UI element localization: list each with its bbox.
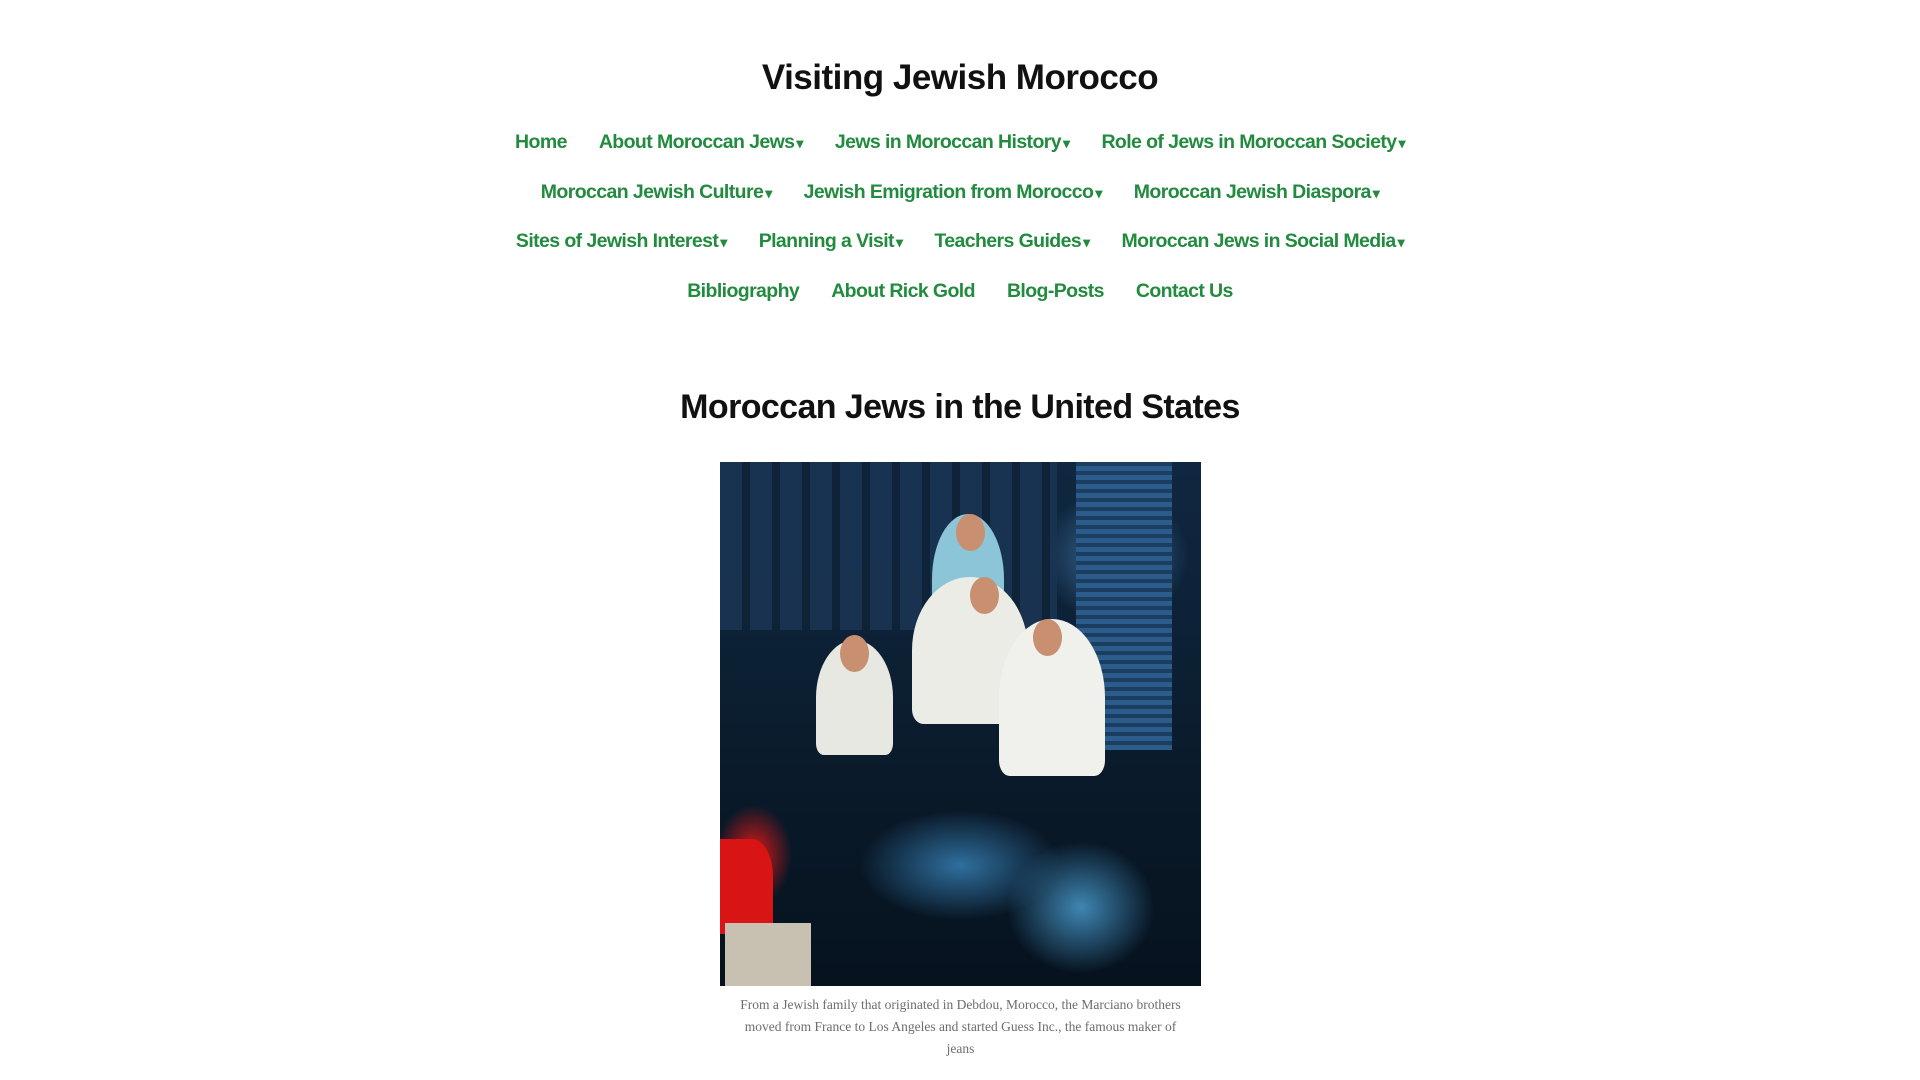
nav-item-social-media[interactable] — [1122, 230, 1405, 253]
nav-item-role-of-jews[interactable] — [1101, 131, 1405, 154]
nav-item-about-rick-gold[interactable] — [831, 280, 975, 303]
photo-face — [956, 514, 985, 551]
nav-item-label: Role of Jews in Moroccan Society — [1101, 131, 1397, 154]
nav-item-moroccan-jewish-culture[interactable] — [541, 181, 772, 204]
nav-item-label: Moroccan Jewish Culture — [540, 180, 764, 203]
nav-item-about-moroccan-jews[interactable] — [599, 131, 803, 154]
nav-item-label: About Moroccan Jews — [598, 131, 795, 154]
nav-item-bibliography[interactable] — [687, 280, 799, 303]
nav-item-label: Planning a Visit — [758, 230, 894, 253]
nav-item-label: Contact Us — [1135, 279, 1233, 302]
nav-item-jews-in-moroccan-history[interactable] — [835, 131, 1070, 154]
nav-item-label: Jews in Moroccan History — [834, 131, 1061, 154]
dropdown-caret-icon: ▾ — [1083, 234, 1090, 251]
dropdown-caret-icon: ▾ — [1372, 184, 1380, 201]
nav-item-teachers-guides[interactable] — [934, 230, 1089, 253]
nav-item-moroccan-jewish-diaspora[interactable] — [1134, 181, 1379, 204]
nav-item-blog-posts[interactable] — [1007, 280, 1104, 303]
nav-row-4 — [0, 267, 1920, 317]
nav-item-sites-of-jewish-interest[interactable] — [516, 230, 727, 253]
nav-item-jewish-emigration[interactable] — [804, 181, 1102, 204]
main-navigation — [0, 118, 1920, 316]
nav-row-1 — [0, 118, 1920, 168]
nav-item-label: Jewish Emigration from Morocco — [803, 180, 1094, 203]
nav-item-label: Moroccan Jewish Diaspora — [1133, 180, 1371, 203]
photo-red-garments — [720, 839, 773, 933]
nav-item-label: Blog-Posts — [1006, 279, 1104, 302]
figure-caption: From a Jewish family that originated in Debdou, Morocco, the Marciano brothers moved from France to Los Angeles and started Guess Inc., the famous maker of jeans — [740, 997, 1181, 1056]
nav-item-label: Home — [515, 131, 567, 154]
nav-item-contact-us[interactable] — [1136, 280, 1233, 303]
dropdown-caret-icon: ▾ — [765, 184, 772, 201]
dropdown-caret-icon: ▾ — [1398, 135, 1405, 152]
nav-item-planning-a-visit[interactable] — [759, 230, 903, 253]
page-title: Moroccan Jews in the United States — [680, 388, 1240, 426]
featured-figure — [720, 462, 1201, 1060]
dropdown-caret-icon: ▾ — [1397, 234, 1405, 251]
nav-item-home[interactable] — [515, 131, 567, 154]
dropdown-caret-icon: ▾ — [895, 234, 903, 251]
nav-row-3 — [0, 217, 1920, 267]
nav-item-label: Bibliography — [687, 279, 800, 302]
dropdown-caret-icon: ▾ — [796, 135, 803, 152]
photo-face — [970, 577, 999, 614]
photo-face — [840, 635, 869, 672]
nav-item-label: About Rick Gold — [831, 279, 975, 302]
nav-item-label: Moroccan Jews in Social Media — [1121, 230, 1396, 253]
dropdown-caret-icon: ▾ — [1095, 184, 1102, 201]
photo-face — [1033, 619, 1062, 656]
photo-box — [725, 923, 812, 986]
site-title[interactable]: Visiting Jewish Morocco — [761, 58, 1159, 97]
nav-row-2 — [0, 168, 1920, 218]
dropdown-caret-icon: ▾ — [1063, 135, 1070, 152]
nav-item-label: Teachers Guides — [934, 230, 1082, 253]
dropdown-caret-icon: ▾ — [720, 234, 727, 251]
marciano-brothers-photo — [720, 462, 1201, 986]
nav-item-label: Sites of Jewish Interest — [515, 230, 719, 253]
